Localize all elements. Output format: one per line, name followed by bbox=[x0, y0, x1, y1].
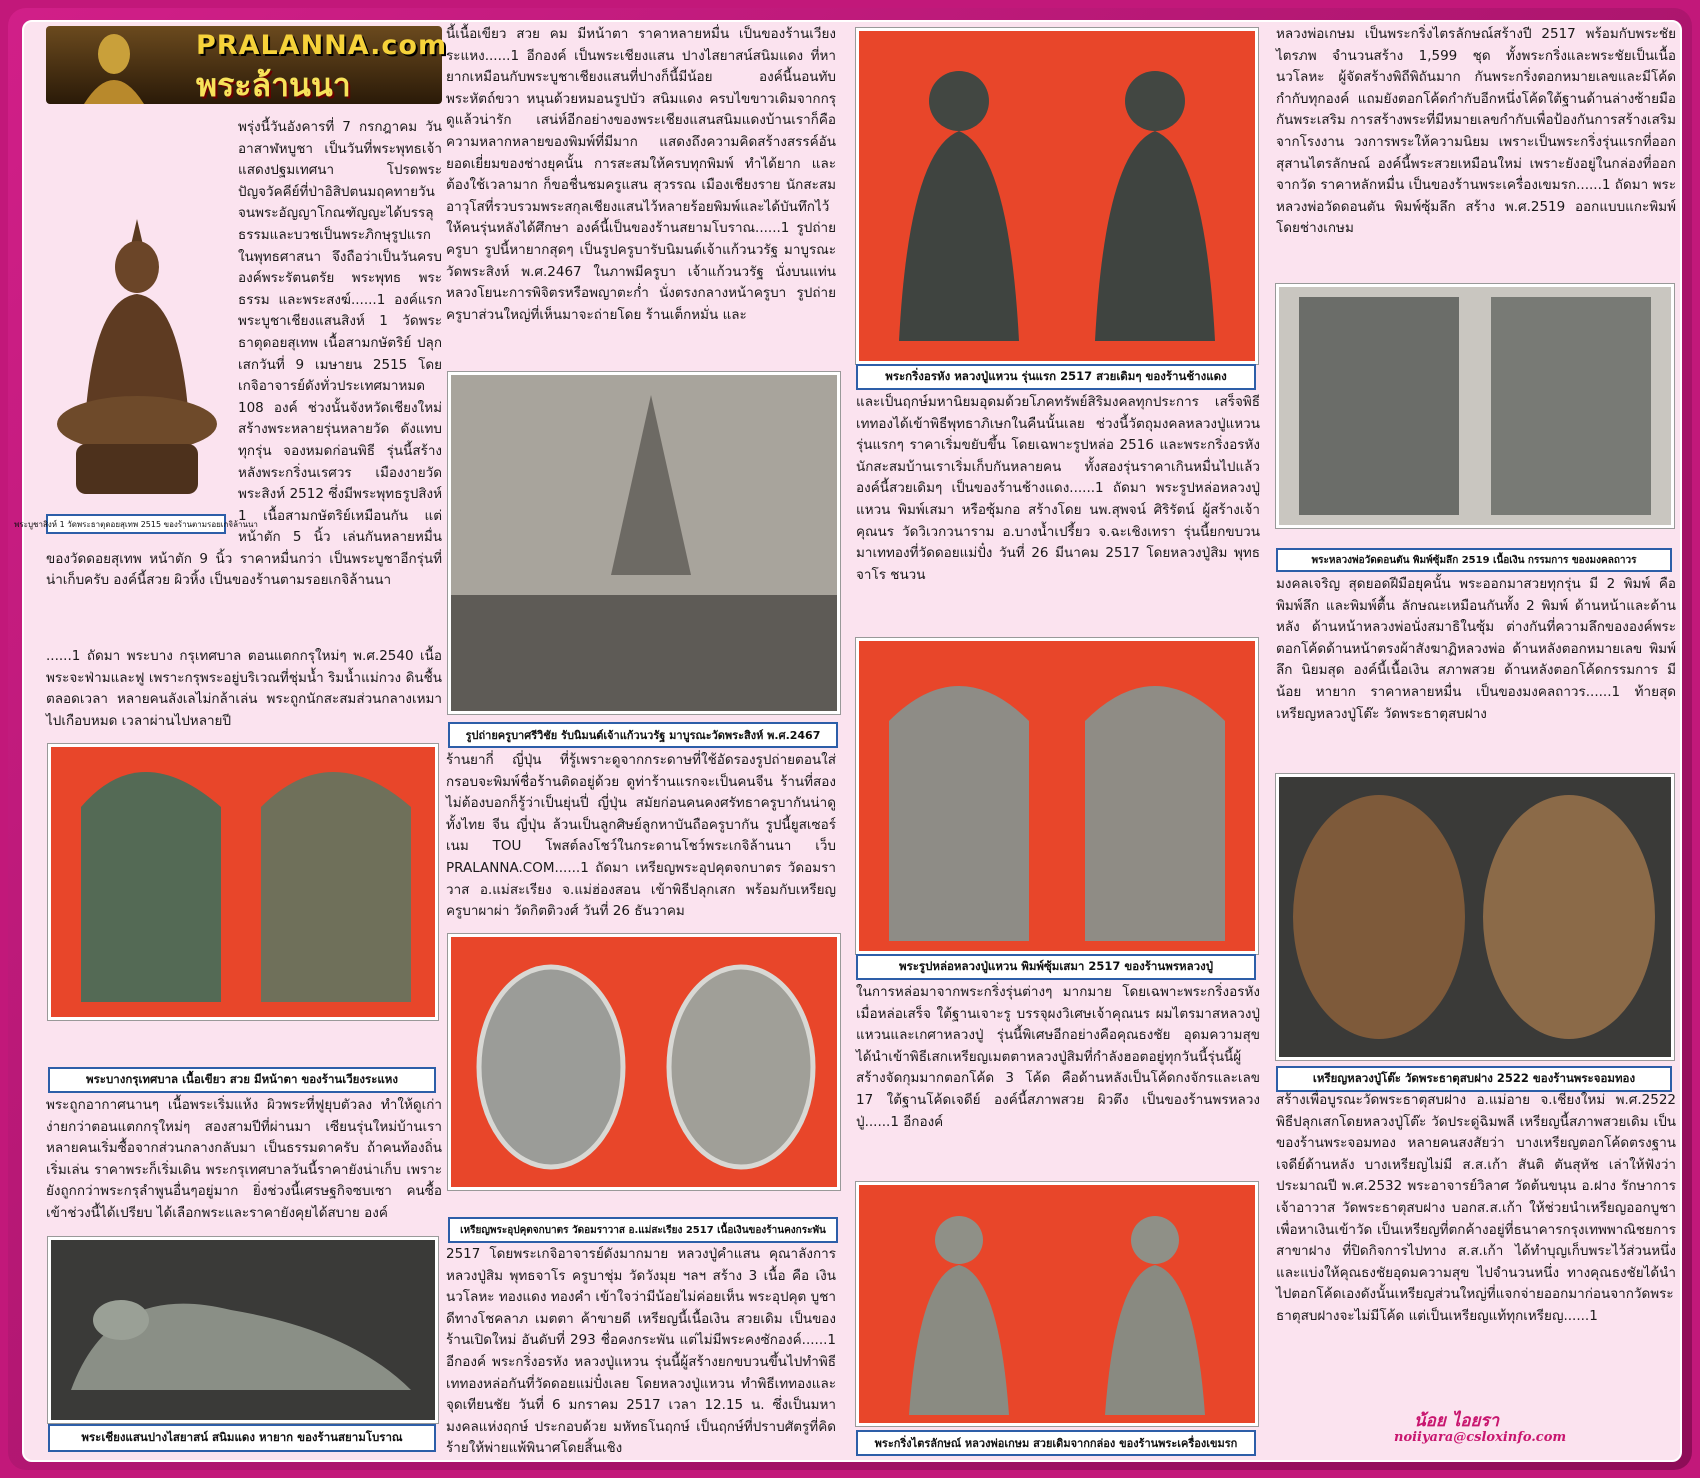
caption-luang-pu-toh: เหรียญหลวงปู่โต๊ะ วัดพระธาตุสบฝาง 2522 ของร้านพระจอมทอง bbox=[1276, 1066, 1672, 1092]
buddha-statue-photo bbox=[14, 209, 258, 539]
rup-lor-pair-icon bbox=[859, 641, 1255, 951]
caption-wat-don-tan: พระหลวงพ่อวัดดอนตัน พิมพ์ซุ้มลึก 2519 เนื้อเงิน กรรมการ ของมงคลถาวร bbox=[1276, 548, 1672, 572]
logo-site-name: PRALANNA.com bbox=[196, 30, 448, 61]
article-text-col1-bottom: พระถูกอากาศนานๆ เนื้อพระเริ่มแห้ง ผิวพระที่ฟูยุบตัวลง ทำให้ดูเก่าง่ายกว่าตอนแตกกรุใหม่ๆ สองสามปีที่ผ่านมา เซียนรุ่นใหม่บ้านเราหลายคนเริ่มซื้อจากส่วนกลางกลับมา เป็นธรรมดาครับ ถ้าคนท้องถิ่นเริ่มเล่น ราคาพระก็เริ่มเดิน พระกรุเทศบาลวันนี้ราคายังน่าเก็บ เพราะยังถูกกว่าพระกรุลำพูนอื่นๆอยู่มาก ยิ่งช่วงนี้เศรษฐกิจซบเซา คนซื้อเข้าช่วงนี้ได้เปรียบ ได้เลือกพระและราคายังคุยได้สบาย องค์ bbox=[46, 1097, 442, 1221]
caption-kring-arahang: พระกริ่งอรหัง หลวงปู่แหวน รุ่นแรก 2517 สวยเดิมๆ ของร้านช้างแดง bbox=[856, 364, 1256, 390]
column-1 bbox=[14, 22, 448, 1460]
article-text-col4-top: หลวงพ่อเกษม เป็นพระกริ่งไตรลักษณ์สร้างปี 2517 พร้อมกับพระชัยไตรภพ จำนวนสร้าง 1,599 ชุด ทั้งพระกริ่งและพระชัยเป็นเนื้อนวโลหะ ผู้จัดสร้างพิถีพิถันมาก กันพระกริ่งตอกหมายเลขและมีโค้ดกำกับทุกองค์ แถมยังตอกโค้ดกำกับอีกหนึ่งโค้ดใต้ฐานด้านล่างซ้ายมือ กันพระเสริม การสร้างพระที่มีหมายเลขกำกับเพื่อป้องกันการสร้างเสริมจากโรงงาน วงการพระให้ความนิยม เพราะเป็นพระกริ่งรุ่นแรกที่ออกสุสานไตรลักษณ์ องค์นี้พระสวยเหมือนใหม่ เพราะยังอยู่ในกล่องที่ออกจากวัด ราคาหลักหมื่น เป็นของร้านพระเครื่องเขมรก......1 ถัดมา พระหลวงพ่อวัดดอนตัน พิมพ์ซุ้มลึก สร้าง พ.ศ.2519 ออกแบบแกะพิมพ์ โดยช่างเกษม bbox=[1276, 26, 1676, 237]
seated-buddha-icon bbox=[46, 209, 228, 509]
kring-trailak-pair-icon bbox=[859, 1185, 1255, 1423]
luang-pu-waen-rup-lor-photo bbox=[856, 638, 1258, 954]
upakut-coin-photo bbox=[448, 934, 840, 1190]
article-text-col4-mid: มงคลเจริญ สุดยอดฝีมือยุคนั้น พระออกมาสวยทุกรุ่น มี 2 พิมพ์ คือ พิมพ์ลึก และพิมพ์ตื้น ลักษณะเหมือนกันทั้ง 2 พิมพ์ ด้านหน้าและด้านหลัง ด้านหน้าหลวงพ่อนั่งสมาธิในซุ้ม ต่างกันที่ความลึกขององค์พระ ตอกโค้ดด้านหน้าตรงผ้าสังฆาฏิหลวงพ่อ ด้านหลังตอกหมายเลข พิมพ์ลึก นิยมสุด องค์นี้เนื้อเงิน สภาพสวย ด้านหลังตอกโค้ดกรรมการ มีน้อย หายาก ราคาหลายหมื่น เป็นของมงคลถาวร......1 ท้ายสุด เหรียญหลวงปู่โต๊ะ วัดพระธาตุสบฝาง bbox=[1276, 576, 1676, 722]
article-text-col1-top: พรุ่งนี้วันอังคารที่ 7 กรกฎาคม วันอาสาฬหบูชา เป็นวันที่พระพุทธเจ้าแสดงปฐมเทศนา โปรดพระปัญจวัคคีย์ที่ป่าอิสิปตนมฤคทายวัน จนพระอัญญาโกณฑัญญะได้บรรลุธรรมและบวชเป็นพระภิกษุรูปแรกในพุทธศาสนา จึงถือว่าเป็นวันครบองค์พระรัตนตรัย พระพุทธ พระธรรม และพระสงฆ์......1 องค์แรก พระบูชาเชียงแสนสิงห์ 1 วัดพระธาตุดอยสุเทพ เนื้อสามกษัตริย์ ปลุกเสกวันที่ 9 เมษายน 2515 โดยเกจิอาจารย์ดังทั่วประเทศมาหมด 108 องค์ ช่วงนั้นจังหวัดเชียงใหม่สร้างพระหลายรุ่นหลายวัด ดังแทบทุกรุ่น จองหมดก่อนพิธี รุ่นนี้สร้างหลังพระกริ่งนเรศวร เมืองงายวัดพระสิงห์ 2512 ซึ่งมีพระพุทธรูปสิงห์ 1 เนื้อสามกษัตริย์เหมือนกัน แต่หน้าตัก 5 นิ้ว เล่นกันหลายหมื่น ของวัดดอยสุเทพ หน้าตัก 9 นิ้ว ราคาหมื่นกว่า เป็นพระบูชาอีกรุ่นที่น่าเก็บครับ องค์นี้สวย ผิวหิ้ง เป็นของร้านตามรอยเกจิล้านนา bbox=[46, 119, 442, 589]
amulet-pair-icon bbox=[51, 747, 435, 1017]
caption-buddha-statue: พระบูชาสิงห์ 1 วัดพระธาตุดอยสุเทพ 2515 ของร้านตามรอยเกจิล้านนา bbox=[46, 514, 226, 534]
article-text-col3-top: และเป็นฤกษ์มหานิยมอุดมด้วยโภคทรัพย์สิริมงคลทุกประการ เสร็จพิธีเททองได้เข้าพิธีพุทธาภิเษกในคืนนั้นเลย ช่วงนี้วัตถุมงคลหลวงปู่แหวนรุ่นแรกๆ ราคาเริ่มขยับขึ้น โดยเฉพาะรูปหล่อ 2516 และพระกริ่งอรหัง นักสะสมบ้านเราเริ่มเก็บกันหลายคน ทั้งสองรุ่นราคาเกินหมื่นไปแล้ว องค์นี้สวยเดิมๆ เป็นของร้านช้างแดง......1 ถัดมา พระรูปหล่อหลวงปู่แหวน พิมพ์เสมา หรือซุ้มกอ สร้างโดย นพ.สุพจน์ ศิริรัตน์ ผู้สร้างเจ้าคุณนร วัดวิเวกวนาราม อ.บางน้ำเปรี้ยว จ.ฉะเชิงเทรา รุ่นนี้ยกขบวนมาเททองที่วัดดอยแม่ปั๋ง วันที่ 26 มีนาคม 2517 โดยหลวงปู่สิม พุทธจาโร ชนวน bbox=[856, 394, 1260, 583]
caption-upakut-coin: เหรียญพระอุปคุตจกบาตร วัดอมราวาส อ.แม่สะเรียง 2517 เนื้อเงินของร้านคงกระพัน bbox=[448, 1217, 838, 1243]
logo-thai-name: พระล้านนา bbox=[196, 66, 351, 104]
author-name: น้อย ไอยรา bbox=[1414, 1411, 1500, 1431]
pralanna-logo bbox=[46, 26, 448, 104]
article-text-col2-bottom: 2517 โดยพระเกจิอาจารย์ดังมากมาย หลวงปู่คำแสน คุณาลังการ หลวงปู่สิม พุทธจาโร ครูบาชุ่ม วัดวังมุย ฯลฯ สร้าง 3 เนื้อ คือ เงิน นวโลหะ ทองแดง ทองคำ เข้าใจว่ามีน้อยไม่ค่อยเห็น พระอุปคุต บูชาดีทางโชคลาภ เมตตา ค้าขายดี เหรียญนี้เนื้อเงิน สวยเดิม เป็นของร้านเปิดใหม่ อันดับที่ 293 ชื่อคงกระพัน แต่ไม่มีพระคงซักองค์......1 อีกองค์ พระกริ่งอรหัง หลวงปู่แหวน รุ่นนี้ผู้สร้างยกขบวนขึ้นไปทำพิธีเททองหล่อกันที่วัดดอยแม่ปั๋งเลย โดยหลวงปู่แหวน ทำพิธีเททองและจุดเทียนชัย วันที่ 6 มกราคม 2517 เวลา 12.15 น. ซึ่งเป็นมหามงคลแห่งฤกษ์ ประกอบด้วย มหัทธโนฤกษ์ เป็นฤกษ์ที่ปราบศัตรูที่คิดร้ายให้พ่ายแพ้พินาศโดยสิ้นเชิง bbox=[446, 1246, 836, 1457]
caption-rup-lor: พระรูปหล่อหลวงปู่แหวน พิมพ์ซุ้มเสมา 2517 ของร้านพรหลวงปู่ bbox=[856, 954, 1256, 980]
author-email[interactable]: noiiyara@csloxinfo.com bbox=[1394, 1430, 1567, 1445]
article-text-col2-top: นี้เนื้อเขียว สวย คม มีหน้าตา ราคาหลายหมื่น เป็นของร้านเวียงระแหง......1 อีกองค์ เป็นพระเชียงแสน ปางไสยาสน์สนิมแดง ที่หายากเหมือนกับพระบูชาเชียงแสนที่ปางก็นี้มีน้อย องค์นี้นอนทับพระหัตถ์ขวา หนุนด้วยหมอนรูปบัว สนิมแดง ครบไขขาวเดิมจากกรุ ดูแล้วน่ารัก เสน่ห์อีกอย่างของพระเชียงแสนสนิมแดงบ้านเราก็คือ ความหลากหลายของพิมพ์ที่มีมาก แสดงถึงความคิดสร้างสรรค์อันยอดเยี่ยมของช่างยุคนั้น การสะสมให้ครบทุกพิมพ์ ทำได้ยาก และต้องใช้เวลามาก ก็ขอชื่นชมครูแสน สุวรรณ เมืองเชียงราย นักสะสมอาวุโสที่รวบรวมพระสกุลเชียงแสนไว้หลายร้อยพิมพ์และได้บันทึกไว้ให้คนรุ่นหลังได้ศึกษา องค์นี้เป็นของร้านสยามโบราณ......1 รูปถ่ายครูบา รูปนี้หายากสุดๆ เป็นรูปครูบารับนิมนต์เจ้าแก้วนวรัฐ มาบูรณะวัดพระสิงห์ พ.ศ.2467 ในภาพมีครูบา เจ้าแก้วนวรัฐ นั่งบนแท่น หลวงโยนะการพิจิตรหรือพญาตะก่ำ นั่งตรงกลางหน้าครูบา รูปถ่ายครูบาส่วนใหญ่ที่เห็นมาจะถ่ายโดย ร้านเต็กหมั่น และ bbox=[446, 26, 836, 323]
column-3 bbox=[844, 22, 1264, 1460]
article-text-col3-mid: ในการหล่อมาจากพระกริ่งรุ่นต่างๆ มากมาย โดยเฉพาะพระกริ่งอรหัง เมื่อหล่อเสร็จ ใต้ฐานเจาะรู บรรจุผงวิเศษเจ้าคุณนร ผมไตรมาสหลวงปู่แหวนและเกศาหลวงปู่ รุ่นนี้พิเศษอีกอย่างคือคุณธงชัย อุดมความสุข ได้นำเข้าพิธีเสกเหรียญเมตตาหลวงปู่สิมที่กำลังฮอตอยู่ทุกวันนี้รุ่นนี้ผู้สร้างจัดกุมมากตอกโค้ด 3 โค้ด คือด้านหลังเป็นโค้ดกงจักรและเลข 17 ใต้ฐานโค้ดเจดีย์ องค์นี้สภาพสวย ผิวตึง เป็นของร้านพรหลวงปู่......1 อีกองค์ bbox=[856, 984, 1260, 1130]
wat-don-tan-pair-icon bbox=[1279, 287, 1671, 525]
coin-pair-icon bbox=[451, 937, 837, 1187]
kring-pair-icon bbox=[859, 31, 1255, 361]
kring-trailak-photo bbox=[856, 1182, 1258, 1426]
caption-phra-bang: พระบางกรุเทศบาล เนื้อเขียว สวย มีหน้าตา ของร้านเวียงระแหง bbox=[48, 1067, 436, 1093]
column-2 bbox=[434, 22, 844, 1460]
newspaper-page bbox=[14, 20, 1682, 1462]
article-text-col2-mid: ร้านยากี่ ญี่ปุ่น ที่รู้เพราะดูจากกระดาษที่ใช้อัดรองรูปถ่ายตอนใส่กรอบจะพิมพ์ชื่อร้านติดอยู่ด้วย ดูท่าร้านแรกจะเป็นคนจีน ร้านที่สองไม่ต้องบอกก็รู้ว่าเป็นยุ่นปี่ ญี่ปุ่น สมัยก่อนคนคงศรัทธาครูบากันน่าดู ทั้งไทย จีน ญี่ปุ่น ล้วนเป็นลูกศิษย์ลูกหาบันถือครูบากัน รูปนี้ยูสเซอร์เนม TOU โพสต์ลงโชว์ในกระดานโชว์พระเกจิล้านนา เว็บ PRALANNA.COM......1 ถัดมา เหรียญพระอุปคุตจกบาตร วัดอมราวาส อ.แม่สะเรียง จ.แม่ฮ่องสอน เข้าพิธีปลุกเสก พร้อมกับเหรียญครูบาผาผ่า วัดกิตติวงศ์ วันที่ 26 ธันวาคม bbox=[446, 752, 836, 920]
article-text-col1-mid: ......1 ถัดมา พระบาง กรุเทศบาล ตอนแตกกรุใหม่ๆ พ.ศ.2540 เนื้อพระจะฟ่ามและฟู เพราะกรุพระอยู่บริเวณที่ชุ่มน้ำ ริมน้ำแม่กวง ดินชื้นตลอดเวลา หลายคนลังเลไม่กล้าเล่น พระถูกนักสะสมส่วนกลางเหมาไปเกือบหมด เวลาผ่านไปหลายปี bbox=[46, 648, 442, 729]
wat-don-tan-photo bbox=[1276, 284, 1674, 528]
caption-reclining-buddha: พระเชียงแสนปางไสยาสน์ สนิมแดง หายาก ของร้านสยามโบราณ bbox=[48, 1424, 436, 1452]
article-text-col4-bottom: สร้างเพื่อบูรณะวัดพระธาตุสบฝาง อ.แม่อาย จ.เชียงใหม่ พ.ศ.2522 พิธีปลุกเสกโดยหลวงปู่โต๊ะ วัดประดู่ฉิมพลี เหรียญนี้สภาพสวยเดิม เป็นของร้านพระจอมทอง หลายคนสงสัยว่า บางเหรียญตอกโค้ดตรงฐานเจดีย์ด้านหลัง บางเหรียญไม่มี ส.ส.เก้า สันติ ตันสุหัช เล่าให้ฟังว่า ประมาณปี พ.ศ.2532 พระอาจารย์วิลาศ วัดต้นขนุน อ.ฝาง รักษาการเจ้าอาวาส วัดพระธาตุสบฝาง บอกส.ส.เก้า ให้ช่วยนำเหรียญออกบูชา เพื่อหาเงินเข้าวัด เป็นเหรียญที่ตกค้างอยู่ที่ธนาคารกรุงเทพพาณิชยการ สาขาฝาง ที่ปิดกิจการไปทาง ส.ส.เก้า ได้ทำบุญเก็บพระไว้ส่วนหนึ่งและแบ่งให้คุณธงชัยอุดมความสุข ไปจำนวนหนึ่ง ทางคุณธงชัยได้นำไปตอกโค้ดเองดังนั้นเหรียญส่วนใหญ่ที่แจกจ่ายออกมาก่อนจากวัดพระธาตุสบฝางจะไม่มีโค้ด แต่เป็นเหรียญแท้ทุกเหรียญ......1 bbox=[1276, 1092, 1676, 1324]
column-4 bbox=[1264, 22, 1680, 1460]
luang-pu-toh-coin-photo bbox=[1276, 774, 1674, 1060]
caption-kruba-photo: รูปถ่ายครูบาศรีวิชัย รับนิมนต์เจ้าแก้วนวรัฐ มาบูรณะวัดพระสิงห์ พ.ศ.2467 bbox=[448, 722, 838, 748]
kring-arahang-photo bbox=[856, 28, 1258, 364]
buddha-statue-icon bbox=[54, 26, 174, 104]
historical-ceremony-icon bbox=[451, 375, 837, 711]
reclining-buddha-photo bbox=[48, 1237, 438, 1423]
reclining-buddha-icon bbox=[51, 1240, 435, 1420]
coin-pair-icon-2 bbox=[1279, 777, 1671, 1057]
caption-kring-trailak: พระกริ่งไตรลักษณ์ หลวงพ่อเกษม สวยเดิมจากกล่อง ของร้านพระเครื่องเขมรก bbox=[856, 1430, 1256, 1456]
kruba-srivichai-photo bbox=[448, 372, 840, 714]
phra-bang-photo bbox=[48, 744, 438, 1020]
